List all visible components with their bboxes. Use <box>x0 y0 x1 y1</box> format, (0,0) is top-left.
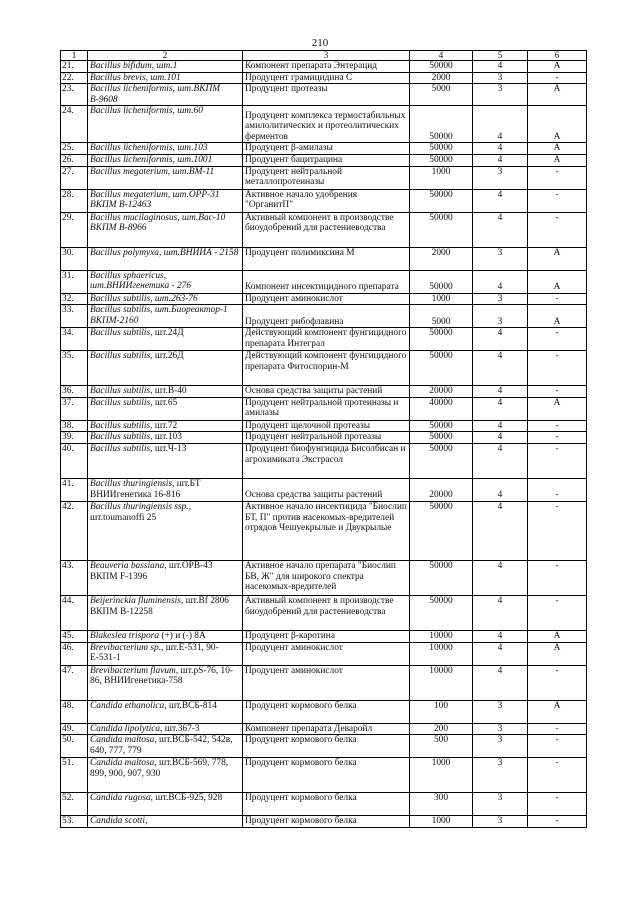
value-col-5: 4 <box>473 443 528 478</box>
value-col-6: - <box>528 432 587 444</box>
value-col-4: 50000 <box>410 270 473 293</box>
value-col-6: - <box>528 166 587 189</box>
table-row <box>61 700 587 723</box>
species-name: Bacillus subtilis, <box>90 397 153 408</box>
row-number: 35. <box>61 351 88 386</box>
strain-cell <box>88 328 243 351</box>
table-row <box>61 143 587 155</box>
strain-cell <box>88 305 243 328</box>
row-number: 26. <box>61 154 88 166</box>
table-row <box>61 758 587 793</box>
value-col-6: А <box>528 247 587 270</box>
row-number: 29. <box>61 212 88 247</box>
purpose-cell: Основа средства защиты растений <box>243 386 410 398</box>
species-name: Candida maltosa, <box>90 758 157 769</box>
table-row <box>61 61 587 73</box>
value-col-5: 4 <box>473 328 528 351</box>
species-name: Bacillus subtilis, <box>90 432 153 443</box>
strain-name: шт.toumanoffi 25 <box>90 512 157 523</box>
value-col-4: 5000 <box>410 84 473 106</box>
value-col-4: 1000 <box>410 293 473 305</box>
value-col-4: 5000 <box>410 305 473 328</box>
strain-name: шт.72 <box>154 420 178 431</box>
value-col-6: - <box>528 595 587 630</box>
table-row <box>61 793 587 816</box>
species-name: Bacillus licheniformis, шт.1001 <box>90 154 213 165</box>
strain-cell <box>88 723 243 735</box>
purpose-cell: Продуцент кормового белка <box>243 758 410 793</box>
value-col-5: 4 <box>473 665 528 700</box>
value-col-4: 500 <box>410 735 473 758</box>
table-row <box>61 630 587 642</box>
value-col-6: - <box>528 665 587 700</box>
strain-cell <box>88 106 243 143</box>
strain-cell <box>88 432 243 444</box>
table-row <box>61 723 587 735</box>
strain-cell <box>88 735 243 758</box>
value-col-6: - <box>528 420 587 432</box>
strain-cell <box>88 501 243 560</box>
species-name: Bacillus sphaericus, шт.ВНИИгенетика - 276 <box>90 270 192 292</box>
species-name: Bacillus licheniformis, шт.60 <box>90 106 203 117</box>
value-col-5: 4 <box>473 397 528 420</box>
header-col-6: 6 <box>528 51 587 61</box>
table-row <box>61 735 587 758</box>
value-col-4: 40000 <box>410 397 473 420</box>
species-name: Bacillus subtilis, шт.Биореактор-1 ВКПМ-2160 <box>90 305 228 326</box>
value-col-6: А <box>528 397 587 420</box>
species-name: Bacillus mucilaginosus, шт.Вас-10 ВКПМ В-8966 <box>90 212 226 234</box>
species-name: Bacillus polymyxa, шт.ВНИИА - 2158 <box>90 247 239 258</box>
value-col-5: 3 <box>473 700 528 723</box>
table-row <box>61 816 587 828</box>
row-number: 33. <box>61 305 88 328</box>
value-col-6: - <box>528 816 587 828</box>
value-col-5: 4 <box>473 154 528 166</box>
value-col-4: 50000 <box>410 212 473 247</box>
value-col-4: 50000 <box>410 106 473 143</box>
strain-name: шт.ВСБ-569, 778, 899, 900, 907, 930 <box>90 758 229 779</box>
table-row <box>61 154 587 166</box>
species-name: Candida lipolytica, <box>90 723 163 734</box>
table-row <box>61 642 587 665</box>
value-col-4: 50000 <box>410 328 473 351</box>
purpose-cell: Продуцент бацитрацина <box>243 154 410 166</box>
value-col-6: А <box>528 305 587 328</box>
species-name: Bacillus megaterium, шт.ОРР-31 ВКПМ В-12463 <box>90 189 220 211</box>
value-col-6: - <box>528 560 587 595</box>
row-number: 52. <box>61 793 88 816</box>
purpose-cell: Компонент препарата Энтерацид <box>243 61 410 73</box>
strain-cell <box>88 700 243 723</box>
purpose-cell: Продуцент комплекса термостабильных амилолитических и протеолитических ферментов <box>243 106 410 143</box>
strain-name: (+) и (-) 8А <box>161 630 206 641</box>
strain-name: шт.103 <box>154 432 182 443</box>
purpose-cell: Продуцент β-каротина <box>243 630 410 642</box>
value-col-5: 3 <box>473 758 528 793</box>
row-number: 28. <box>61 189 88 212</box>
purpose-cell: Основа средства защиты растений <box>243 478 410 501</box>
purpose-cell: Активное начало препарата "Биослип БВ, Ж" для широкого спектра насекомых-вредителей <box>243 560 410 595</box>
value-col-5: 4 <box>473 642 528 665</box>
purpose-cell: Продуцент нейтральной металлопротеиназы <box>243 166 410 189</box>
strain-cell <box>88 72 243 84</box>
row-number: 22. <box>61 72 88 84</box>
value-col-5: 3 <box>473 305 528 328</box>
species-name: Bacillus bifidum, шт.1 <box>90 61 178 71</box>
value-col-6: А <box>528 154 587 166</box>
purpose-cell: Продуцент аминокислот <box>243 665 410 700</box>
value-col-5: 4 <box>473 595 528 630</box>
strain-cell <box>88 642 243 665</box>
purpose-cell: Продуцент грамицидина С <box>243 72 410 84</box>
purpose-cell: Продуцент нейтральной протеиназы и амилазы <box>243 397 410 420</box>
strain-cell <box>88 816 243 828</box>
table-row <box>61 478 587 501</box>
value-col-6: А <box>528 270 587 293</box>
strain-cell <box>88 443 243 478</box>
table-row <box>61 293 587 305</box>
species-name: Bacillus brevis, шт.101 <box>90 72 181 83</box>
value-col-5: 4 <box>473 351 528 386</box>
value-col-6: А <box>528 106 587 143</box>
strain-name: шт.Е-531, 90-Е-531-1 <box>90 642 219 664</box>
strain-cell <box>88 560 243 595</box>
table-row <box>61 595 587 630</box>
row-number: 36. <box>61 386 88 398</box>
strain-name: шт.ВСБ-542, 542в, 640, 777, 779 <box>90 735 233 756</box>
value-col-6: А <box>528 642 587 665</box>
value-col-6: - <box>528 443 587 478</box>
value-col-4: 50000 <box>410 432 473 444</box>
table-row <box>61 166 587 189</box>
row-number: 38. <box>61 420 88 432</box>
strain-cell <box>88 793 243 816</box>
purpose-cell: Продуцент кормового белка <box>243 816 410 828</box>
purpose-cell: Действующий компонент фунгицидного препарата Фитоспорин-М <box>243 351 410 386</box>
value-col-4: 50000 <box>410 61 473 73</box>
value-col-5: 4 <box>473 106 528 143</box>
row-number: 46. <box>61 642 88 665</box>
strain-cell <box>88 189 243 212</box>
value-col-5: 3 <box>473 793 528 816</box>
row-number: 25. <box>61 143 88 155</box>
strain-name: шт.БТ ВНИИгенетика 16-816 <box>90 478 201 500</box>
row-number: 31. <box>61 270 88 293</box>
species-name: Candida rugosa, <box>90 793 154 804</box>
table-row <box>61 84 587 106</box>
value-col-5: 3 <box>473 72 528 84</box>
value-col-4: 10000 <box>410 630 473 642</box>
value-col-4: 50000 <box>410 420 473 432</box>
species-name: Bacillus megaterium, шт.ВМ-11 <box>90 166 215 177</box>
value-col-6: - <box>528 351 587 386</box>
species-name: Bacillus thuringiensis, <box>90 478 175 489</box>
value-col-4: 50000 <box>410 351 473 386</box>
value-col-6: - <box>528 72 587 84</box>
species-name: Brevibacterium flavum, <box>90 665 179 676</box>
value-col-5: 4 <box>473 630 528 642</box>
table-row <box>61 386 587 398</box>
strain-name: шт.24Д <box>154 328 184 339</box>
value-col-4: 1000 <box>410 758 473 793</box>
row-number: 47. <box>61 665 88 700</box>
header-col-1: 1 <box>61 51 88 61</box>
value-col-4: 50000 <box>410 595 473 630</box>
value-col-4: 1000 <box>410 166 473 189</box>
value-col-6: А <box>528 61 587 73</box>
value-col-4: 50000 <box>410 154 473 166</box>
strain-cell <box>88 247 243 270</box>
value-col-4: 50000 <box>410 143 473 155</box>
value-col-4: 1000 <box>410 816 473 828</box>
strain-name: шт.ВСБ-814 <box>168 700 217 711</box>
value-col-6: - <box>528 793 587 816</box>
row-number: 24. <box>61 106 88 143</box>
species-name: Candida ethanolica, <box>90 700 167 711</box>
row-number: 21. <box>61 61 88 73</box>
strain-name: шт.367-3 <box>164 723 200 734</box>
value-col-5: 4 <box>473 189 528 212</box>
table-row <box>61 270 587 293</box>
strain-name: шт.Ч-13 <box>154 443 187 454</box>
row-number: 23. <box>61 84 88 106</box>
strain-cell <box>88 143 243 155</box>
purpose-cell: Продуцент кормового белка <box>243 700 410 723</box>
purpose-cell: Активный компонент в производстве биоудобрений для растениеводства <box>243 595 410 630</box>
table-row <box>61 443 587 478</box>
strain-cell <box>88 397 243 420</box>
purpose-cell: Продуцент кормового белка <box>243 735 410 758</box>
value-col-6: - <box>528 212 587 247</box>
value-col-4: 20000 <box>410 478 473 501</box>
value-col-5: 3 <box>473 723 528 735</box>
value-col-4: 50000 <box>410 189 473 212</box>
purpose-cell: Продуцент биофунгицида Бисолбисан и агрохимиката Экстрасол <box>243 443 410 478</box>
row-number: 30. <box>61 247 88 270</box>
value-col-6: А <box>528 630 587 642</box>
value-col-6: А <box>528 143 587 155</box>
row-number: 40. <box>61 443 88 478</box>
value-col-5: 4 <box>473 270 528 293</box>
strain-name: шт.65 <box>154 397 178 408</box>
value-col-6: - <box>528 189 587 212</box>
value-col-5: 4 <box>473 420 528 432</box>
strain-cell <box>88 351 243 386</box>
purpose-cell: Продуцент нейтральной протеазы <box>243 432 410 444</box>
strain-cell <box>88 61 243 73</box>
species-name: Bacillus thuringiensis ssp., <box>90 501 192 512</box>
row-number: 53. <box>61 816 88 828</box>
strain-name: шт.pS-76, 10-86, ВНИИгенетика-758 <box>90 665 234 687</box>
row-number: 49. <box>61 723 88 735</box>
row-number: 48. <box>61 700 88 723</box>
table-row <box>61 106 587 143</box>
table-row <box>61 397 587 420</box>
purpose-cell: Продуцент полимиксина М <box>243 247 410 270</box>
value-col-4: 200 <box>410 723 473 735</box>
species-name: Beijerinckia fluminensis, <box>90 595 184 606</box>
value-col-5: 3 <box>473 166 528 189</box>
page-number: 210 <box>311 37 329 49</box>
value-col-5: 3 <box>473 247 528 270</box>
row-number: 32. <box>61 293 88 305</box>
row-number: 41. <box>61 478 88 501</box>
row-number: 27. <box>61 166 88 189</box>
table-row <box>61 432 587 444</box>
species-name: Bacillus licheniformis, шт.ВКПМ В-9608 <box>90 84 221 105</box>
species-name: Candida scotti, <box>90 816 148 827</box>
header-row <box>61 51 587 61</box>
value-col-5: 4 <box>473 560 528 595</box>
value-col-4: 50000 <box>410 443 473 478</box>
strain-name: шт.26Д <box>154 351 184 362</box>
species-name: Bacillus subtilis, <box>90 386 153 397</box>
value-col-4: 2000 <box>410 72 473 84</box>
value-col-5: 4 <box>473 478 528 501</box>
value-col-6: - <box>528 328 587 351</box>
value-col-6: - <box>528 501 587 560</box>
header-col-4: 4 <box>410 51 473 61</box>
value-col-5: 3 <box>473 735 528 758</box>
header-col-2: 2 <box>88 51 243 61</box>
strain-name: шт.Bf 2806 ВКПМ В-12258 <box>90 595 229 617</box>
row-number: 50. <box>61 735 88 758</box>
species-name: Bacillus subtilis, <box>90 443 153 454</box>
row-number: 43. <box>61 560 88 595</box>
purpose-cell: Компонент препарата Деваройл <box>243 723 410 735</box>
value-col-6: А <box>528 700 587 723</box>
value-col-5: 4 <box>473 61 528 73</box>
purpose-cell: Активный компонент в производстве биоудобрений для растениеводства <box>243 212 410 247</box>
purpose-cell: Продуцент рибофлавина <box>243 305 410 328</box>
strain-cell <box>88 595 243 630</box>
value-col-5: 4 <box>473 501 528 560</box>
table-row <box>61 212 587 247</box>
value-col-4: 50000 <box>410 560 473 595</box>
value-col-4: 100 <box>410 700 473 723</box>
row-number: 51. <box>61 758 88 793</box>
table-row <box>61 420 587 432</box>
strain-cell <box>88 420 243 432</box>
purpose-cell: Продуцент кормового белка <box>243 793 410 816</box>
strain-cell <box>88 84 243 106</box>
value-col-4: 10000 <box>410 665 473 700</box>
strain-cell <box>88 665 243 700</box>
species-name: Blakeslea trispora <box>90 630 160 641</box>
species-name: Candida maltosa, <box>90 735 157 746</box>
purpose-cell: Компонент инсектицидного препарата <box>243 270 410 293</box>
value-col-4: 2000 <box>410 247 473 270</box>
species-name: Bacillus subtilis, <box>90 328 153 339</box>
strain-name: шт.ОРВ-43 ВКПМ F-1396 <box>90 560 213 582</box>
row-number: 39. <box>61 432 88 444</box>
table-row <box>61 351 587 386</box>
species-name: Bacillus subtilis, <box>90 420 153 431</box>
table-row <box>61 328 587 351</box>
value-col-5: 4 <box>473 386 528 398</box>
species-name: Brevibacterium sp., <box>90 642 164 653</box>
value-col-5: 3 <box>473 293 528 305</box>
strain-cell <box>88 293 243 305</box>
value-col-4: 300 <box>410 793 473 816</box>
table-row <box>61 560 587 595</box>
purpose-cell: Продуцент щелочной протеазы <box>243 420 410 432</box>
header-col-5: 5 <box>473 51 528 61</box>
strain-cell <box>88 212 243 247</box>
table-row <box>61 189 587 212</box>
value-col-5: 4 <box>473 212 528 247</box>
header-col-3: 3 <box>243 51 410 61</box>
row-number: 37. <box>61 397 88 420</box>
value-col-4: 50000 <box>410 501 473 560</box>
species-name: Beauveria bassiana, <box>90 560 167 571</box>
value-col-5: 3 <box>473 816 528 828</box>
value-col-5: 4 <box>473 432 528 444</box>
purpose-cell: Продуцент протеазы <box>243 84 410 106</box>
strain-name: шт.ВСБ-925, 928 <box>155 793 223 804</box>
table-row <box>61 665 587 700</box>
value-col-5: 4 <box>473 143 528 155</box>
strain-name: шт.В-40 <box>154 386 187 397</box>
strain-cell <box>88 758 243 793</box>
table-row <box>61 305 587 328</box>
purpose-cell: Продуцент аминокислот <box>243 642 410 665</box>
value-col-6: А <box>528 84 587 106</box>
row-number: 34. <box>61 328 88 351</box>
strain-cell <box>88 166 243 189</box>
strain-cell <box>88 270 243 293</box>
strain-cell <box>88 478 243 501</box>
strain-cell <box>88 154 243 166</box>
value-col-5: 3 <box>473 84 528 106</box>
table-row <box>61 72 587 84</box>
value-col-6: - <box>528 293 587 305</box>
table-row <box>61 501 587 560</box>
value-col-4: 10000 <box>410 642 473 665</box>
value-col-6: - <box>528 723 587 735</box>
purpose-cell: Активное начало удобрения "ОрганитП" <box>243 189 410 212</box>
value-col-4: 20000 <box>410 386 473 398</box>
strain-cell <box>88 386 243 398</box>
purpose-cell: Активное начало инсектицида "Биослип БТ, П" против насекомых-вредителей отрядов Чешуекрылые и Двукрылые <box>243 501 410 560</box>
purpose-cell: Продуцент аминокислот <box>243 293 410 305</box>
purpose-cell: Продуцент β-амилазы <box>243 143 410 155</box>
table-row <box>61 247 587 270</box>
species-name: Bacillus subtilis, <box>90 351 153 362</box>
purpose-cell: Действующий компонент фунгицидного препарата Интеграл <box>243 328 410 351</box>
value-col-6: - <box>528 386 587 398</box>
value-col-6: - <box>528 478 587 501</box>
value-col-6: - <box>528 735 587 758</box>
species-name: Bacillus licheniformis, шт.103 <box>90 143 208 154</box>
species-name: Bacillus subtilis, шт.263-76 <box>90 293 198 304</box>
row-number: 45. <box>61 630 88 642</box>
row-number: 44. <box>61 595 88 630</box>
registry-table <box>60 50 587 828</box>
row-number: 42. <box>61 501 88 560</box>
strain-cell <box>88 630 243 642</box>
value-col-6: - <box>528 758 587 793</box>
